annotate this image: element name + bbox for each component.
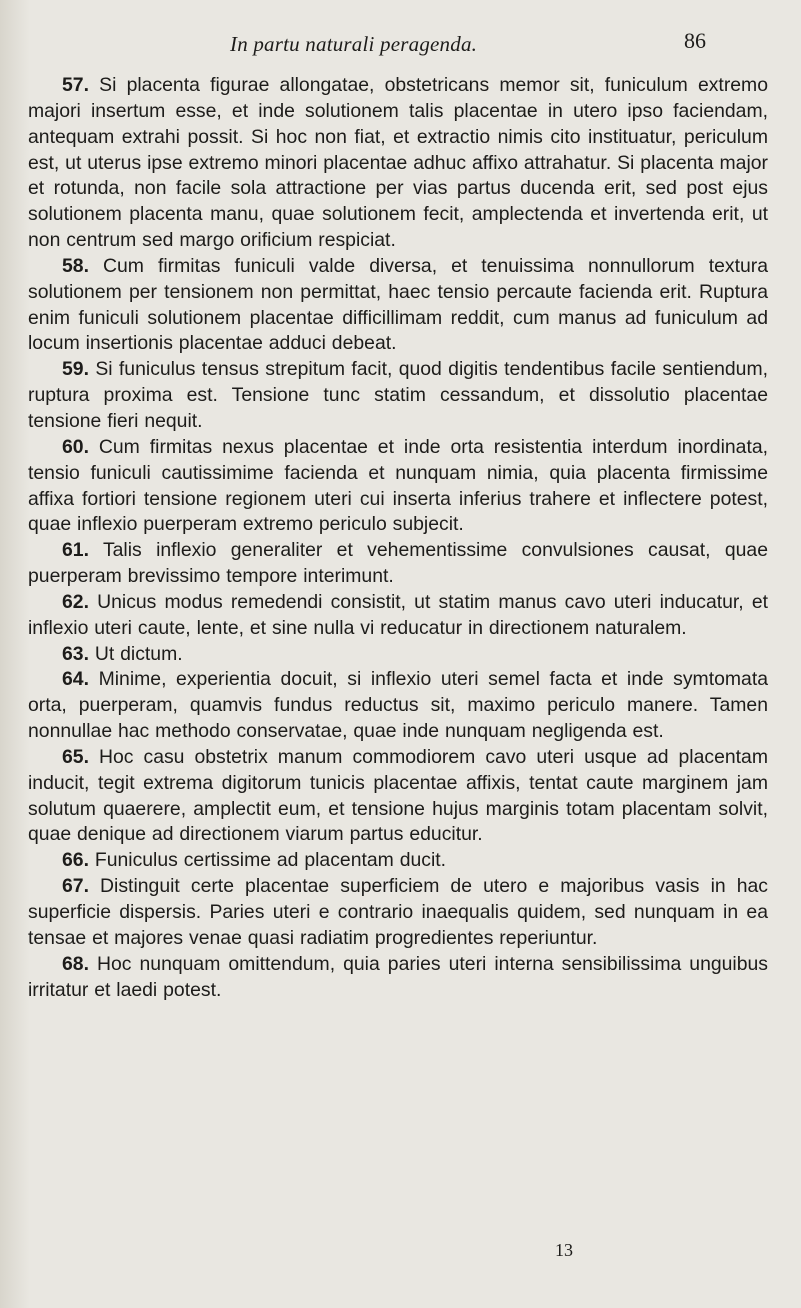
paragraph-number: 60. [62, 435, 89, 458]
running-title: In partu naturali peragenda. [230, 32, 478, 56]
paragraph-64 [28, 667, 768, 745]
paragraph-text: Distinguit certe placentae superficiem de utero e majoribus vasis in hac superficie dispersis. Paries uteri e contrario inaequalis quidem, sed nunquam in ea tensae et majores venae quasi radiatim progredientes reperiuntur. [28, 875, 769, 949]
paragraph-text: Unicus modus remedendi consistit, ut statim manus cavo uteri inducatur, et inflexio uteri caute, lente, et sine nulla vi reducatur in directionem naturalem. [28, 590, 768, 639]
paragraph-number: 58. [62, 254, 89, 277]
paragraph-number: 65. [62, 745, 89, 768]
paragraph-text: Si funiculus tensus strepitum facit, quod digitis tendentibus facile sentiendum, ruptura proxima est. Tensione tunc statim cessandum, et dissolutio placentae tensione fieri nequit. [28, 358, 768, 432]
paragraph-number: 63. [62, 642, 89, 665]
paragraph-text: Talis inflexio generaliter et vehementissime convulsiones causat, quae puerperam brevissimo tempore interimunt. [28, 539, 768, 588]
paragraph-number: 66. [62, 849, 89, 872]
paragraph-63 [28, 642, 768, 668]
paragraph-60 [28, 435, 768, 538]
paragraph-number: 62. [62, 590, 89, 613]
paragraph-number: 64. [62, 668, 89, 691]
signature-mark: 13 [555, 1240, 573, 1260]
paragraph-65 [28, 745, 768, 848]
page-number: 86 [684, 28, 706, 53]
paragraph-text: Si placenta figurae allongatae, obstetricans memor sit, funiculum extremo majori insertum esse, et inde solutionem talis placentae in utero ipso faciendam, antequam extrahi possit. Si hoc non fiat, et extractio nimis cito instituatur, periculum est, ut uterus ipse extremo minori placentae adhuc affixo attrahatur. Si placenta major et rotunda, non facile sola attractione per vias partus ducenda erit, sed post ejus solutionem placenta manu, quae solutionem fecit, amplectenda et invertenda erit, ut non centrum sed margo orificium respiciat. [28, 74, 768, 252]
paragraph-68 [28, 952, 768, 1004]
page-edge-shadow [0, 0, 30, 1308]
paragraph-text: Minime, experientia docuit, si inflexio uteri semel facta et inde symtomata orta, puerperam, quamvis fundus reductus sit, maximo periculo manere. Tamen nonnullae hac methodo conservatae, quae inde nunquam negligenda est. [28, 668, 768, 743]
paragraph-66 [28, 848, 768, 874]
paragraph-58 [28, 254, 768, 357]
paragraph-number: 59. [62, 358, 89, 381]
paragraph-67 [28, 874, 768, 952]
paragraph-number: 61. [62, 539, 89, 562]
paragraph-text: Cum firmitas funiculi valde diversa, et tenuissima nonnullorum textura solutionem per tensionem non permittat, haec tensio percaute facienda erit. Ruptura enim funiculi solutionem placentae difficillimam reddit, cum manus ad funiculum ad locum insertionis placentae adduci debeat. [28, 254, 769, 355]
paragraph-text: Ut dictum. [94, 642, 183, 665]
body-text [28, 73, 768, 1003]
paragraph-62 [28, 590, 768, 642]
paragraph-61 [28, 538, 768, 590]
paragraph-59 [28, 357, 768, 435]
paragraph-text: Cum firmitas nexus placentae et inde orta resistentia interdum inordinata, tensio funiculi cautissimime facienda et nunquam nimia, quia placenta firmissime affixa fortiori tensione regionem uteri cui inserta inferius trahere et inflectere potest, quae inflexio puerperam extremo periculo subjecit. [28, 435, 769, 536]
paragraph-number: 67. [62, 875, 89, 898]
paragraph-number: 68. [62, 952, 89, 975]
paragraph-text: Hoc nunquam omittendum, quia paries uteri interna sensibilissima unguibus irritatur et laedi potest. [28, 952, 769, 1001]
paragraph-number: 57. [62, 74, 89, 96]
running-head [0, 28, 801, 62]
paragraph-text: Hoc casu obstetrix manum commodiorem cavo uteri usque ad placentam inducit, tegit extrema digitorum tunicis placentae affixis, tentat caute marginem jam solutum quaerere, amplectit eum, et tensione hujus marginis totam placentam solvit, quae denique ad directionem viarum partus educitur. [28, 745, 768, 846]
paragraph-text: Funiculus certissime ad placentam ducit. [94, 849, 447, 872]
paragraph-57 [28, 73, 768, 254]
